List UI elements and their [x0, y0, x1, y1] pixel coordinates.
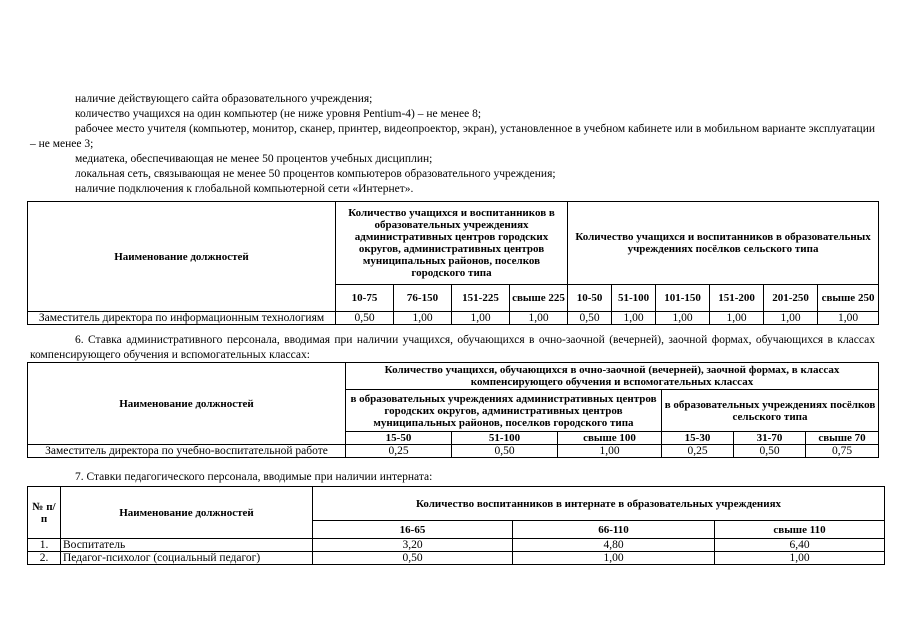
group-header-boarding: Количество воспитанников в интернате в образовательных учреждениях: [313, 487, 885, 521]
group-header-city: в образовательных учреждениях административных центров городских округов, административных центров муниципальных районов, поселков городского типа: [346, 390, 662, 432]
intro-line: наличие подключения к глобальной компьютерной сети «Интернет».: [75, 183, 414, 195]
intro-line: количество учащихся на один компьютер (не ниже уровня Pentium-4) – не менее 8;: [75, 108, 482, 120]
cell-value: 1,00: [394, 312, 452, 325]
sub-header: 31-70: [734, 432, 806, 445]
sub-header: свыше 250: [818, 285, 879, 312]
cell-value: 3,20: [313, 539, 513, 552]
cell-value: 4,80: [513, 539, 715, 552]
cell-value: 0,50: [336, 312, 394, 325]
col-header-position: Наименование должностей: [61, 487, 313, 539]
cell-value: 1,00: [513, 552, 715, 565]
sub-header: 101-150: [656, 285, 710, 312]
sub-header: 10-75: [336, 285, 394, 312]
intro-text: [30, 92, 875, 197]
intro-line: медиатека, обеспечивающая не менее 50 процентов учебных дисциплин;: [75, 153, 433, 165]
col-header-position: Наименование должностей: [28, 363, 346, 445]
section-7-heading: 7. Ставки педагогического персонала, вводимые при наличии интерната:: [75, 471, 433, 483]
intro-line: рабочее место учителя (компьютер, монитор, сканер, принтер, видеопроектор, экран), установленное в учебном кабинете или в мобильном варианте эксплуатации – не менее 3;: [30, 123, 875, 150]
sub-header: 51-100: [452, 432, 558, 445]
row-name: Заместитель директора по учебно-воспитательной работе: [28, 445, 346, 458]
row-number: 2.: [28, 552, 61, 565]
table-boarding-staff: [27, 486, 885, 565]
row-name: Заместитель директора по информационным технологиям: [28, 312, 336, 325]
group-header-rural: в образовательных учреждениях посёлков сельского типа: [662, 390, 879, 432]
cell-value: 0,50: [452, 445, 558, 458]
cell-value: 1,00: [710, 312, 764, 325]
section-6-text: [30, 333, 875, 363]
intro-line: локальная сеть, связывающая не менее 50 процентов компьютеров образовательного учреждения;: [75, 168, 556, 180]
table-row: [28, 552, 885, 565]
group-header-main: Количество учащихся, обучающихся в очно-заочной (вечерней), заочной формах, в классах компенсирующего обучения и вспомогательных классах: [346, 363, 879, 390]
sub-header: 10-50: [568, 285, 612, 312]
cell-value: 1,00: [715, 552, 885, 565]
cell-value: 1,00: [452, 312, 510, 325]
table-it-deputy: [27, 201, 879, 325]
cell-value: 0,25: [662, 445, 734, 458]
sub-header: 66-110: [513, 521, 715, 539]
cell-value: 6,40: [715, 539, 885, 552]
sub-header: свыше 225: [510, 285, 568, 312]
cell-value: 0,25: [346, 445, 452, 458]
intro-line: наличие действующего сайта образовательного учреждения;: [75, 93, 373, 105]
sub-header: свыше 100: [558, 432, 662, 445]
sub-header: 16-65: [313, 521, 513, 539]
sub-header: 76-150: [394, 285, 452, 312]
section-6-paragraph: 6. Ставка административного персонала, вводимая при наличии учащихся, обучающихся в очно-заочной (вечерней), заочной формах, обучающихся в классах компенсирующего обучения и вспомогательных классах:: [30, 334, 875, 361]
sub-header: свыше 70: [806, 432, 879, 445]
sub-header: свыше 110: [715, 521, 885, 539]
col-header-number: № п/п: [28, 487, 61, 539]
cell-value: 0,50: [734, 445, 806, 458]
cell-value: 1,00: [764, 312, 818, 325]
table-evening-deputy: [27, 362, 879, 458]
cell-value: 0,50: [313, 552, 513, 565]
group-header-city: Количество учащихся и воспитанников в образовательных учреждениях административных центров городских округов, административных центров муниципальных районов, поселков городского типа: [336, 202, 568, 285]
cell-value: 0,50: [568, 312, 612, 325]
sub-header: 151-225: [452, 285, 510, 312]
cell-value: 1,00: [656, 312, 710, 325]
sub-header: 15-50: [346, 432, 452, 445]
table-row: [28, 445, 879, 458]
cell-value: 1,00: [818, 312, 879, 325]
cell-value: 1,00: [510, 312, 568, 325]
row-name: Педагог-психолог (социальный педагог): [61, 552, 313, 565]
cell-value: 1,00: [612, 312, 656, 325]
sub-header: 151-200: [710, 285, 764, 312]
table-row: [28, 539, 885, 552]
cell-value: 0,75: [806, 445, 879, 458]
row-number: 1.: [28, 539, 61, 552]
cell-value: 1,00: [558, 445, 662, 458]
sub-header: 15-30: [662, 432, 734, 445]
row-name: Воспитатель: [61, 539, 313, 552]
group-header-rural: Количество учащихся и воспитанников в образовательных учреждениях посёлков сельского типа: [568, 202, 879, 285]
table-row: [28, 312, 879, 325]
sub-header: 51-100: [612, 285, 656, 312]
sub-header: 201-250: [764, 285, 818, 312]
col-header-position: Наименование должностей: [28, 202, 336, 312]
